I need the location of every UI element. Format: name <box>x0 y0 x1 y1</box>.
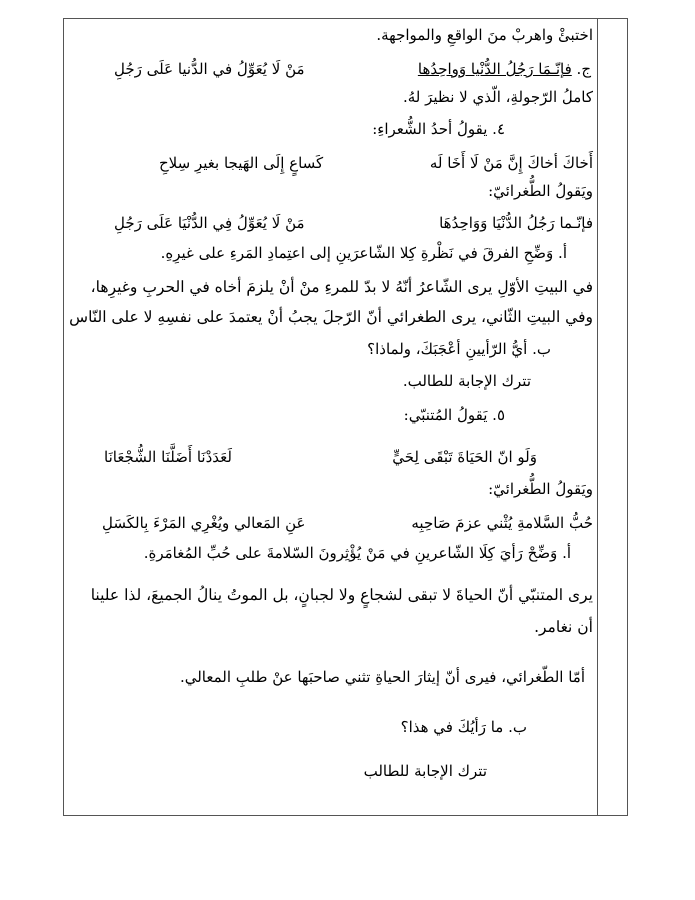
poem-2-second-hemistich: مَنْ لَا يُعَوِّلُ فِي الدُّنْيَا عَلَى رَجُلِ <box>114 214 305 232</box>
poem-3-first-hemistich: وَلَو انّ الحَيَاةَ تَبْقَى لِحَيٍّ <box>392 448 537 466</box>
column-divider <box>597 19 598 815</box>
answer-c-first-text: فإنّـمَا رَجُلُ الدُّنْيا وَواحِدُها <box>417 60 572 78</box>
question-5a: أ. وَضِّحْ رَأيَ كِلَا الشّاعرينِ في مَنْ يُؤْثِرونَ السّلامةَ على حُبِّ المُغامَرةِ. <box>143 544 571 562</box>
question-5-heading: ٥. يَقولُ المُتنبّي: <box>403 406 505 424</box>
question-4b: ب. أيُّ الرّأيينِ أعْجَبَكَ، ولماذا؟ <box>367 340 551 358</box>
question-5b: ب. ما رَأيُكَ في هذا؟ <box>400 718 527 736</box>
line-complete-manhood: كاملُ الرّجولةِ، الّذي لا نظيرَ لهُ. <box>402 88 593 106</box>
poem-1-first-hemistich: أَخاكَ أخاكَ إِنَّ مَنْ لَا أَخَا لَه <box>429 154 593 172</box>
answer-5a-line1: يرى المتنبّي أنّ الحياةَ لا تبقى لشجاعٍ ولا لجبانٍ، بل الموتُ ينالُ الجميعَ، لذا علينا <box>90 586 593 604</box>
poem-4-first-hemistich: حُبُّ السَّلامةِ يُثْني عزمَ صَاحِبِه <box>411 514 593 532</box>
poem-1-second-hemistich: كَساعٍ إِلَى الهَيجا بغيرِ سِلاحِ <box>159 154 324 172</box>
answer-c-label: ج. <box>571 60 591 78</box>
answer-5a-line3: أمّا الطّغرائي، فيرى أنّ إيثارَ الحياةِ تثني صاحبَها عنْ طلبِ المعالي. <box>179 668 585 686</box>
answer-c-second-hemistich: مَنْ لَا يُعَوِّلُ في الدُّنيا عَلَى رَجُلِ <box>114 60 305 78</box>
tughrai-says-2: ويَقولُ الطُّغرائيّ: <box>488 480 593 498</box>
poem-2-first-hemistich: فإنّـما رَجُلُ الدُّنْيَا وَوَاحِدُهَا <box>439 214 593 232</box>
main-cell <box>64 19 597 815</box>
answer-4a-line2: وفي البيتِ الثّاني، يرى الطغرائي أنّ الرّجلَ يجبُ أنْ يعتمدَ على نفسِهِ لا على النّاس <box>69 308 593 326</box>
tughrai-says-1: ويَقولُ الطُّغرائيّ: <box>488 182 593 200</box>
answer-5a-line2: أن نغامر. <box>534 618 593 636</box>
line-escape: اختبئْ واهربْ منَ الواقعِ والمواجهة. <box>376 26 593 44</box>
answer-5b: تترك الإجابة للطالب <box>363 762 487 780</box>
poem-4-second-hemistich: عَنِ المَعالي ويُغْرِي المَرْءَ بِالكَسَلِ <box>102 514 306 532</box>
answer-4b: تترك الإجابة للطالب. <box>402 372 531 390</box>
content-table <box>63 18 628 816</box>
question-4a: أ. وَضِّحِ الفرقَ في نَظْرةِ كِلا الشّاعرَينِ إلى اعتِمادِ المَرءِ على غيرِهِ. <box>160 244 567 262</box>
answer-c-first-hemistich <box>418 59 591 79</box>
answer-4a-line1: في البيتِ الأوّلِ يرى الشّاعرُ أنّهُ لا بدّ للمرءِ منْ أنْ يلزمَ أخاه في الحربِ وغيرِها، <box>90 278 593 296</box>
poem-3-second-hemistich: لَعَدَدْنَا أَضَلَّنَا الشُّجْعَانَا <box>104 448 232 466</box>
question-4-heading: ٤. يقولُ أحدُ الشُّعراءِ: <box>372 120 505 138</box>
